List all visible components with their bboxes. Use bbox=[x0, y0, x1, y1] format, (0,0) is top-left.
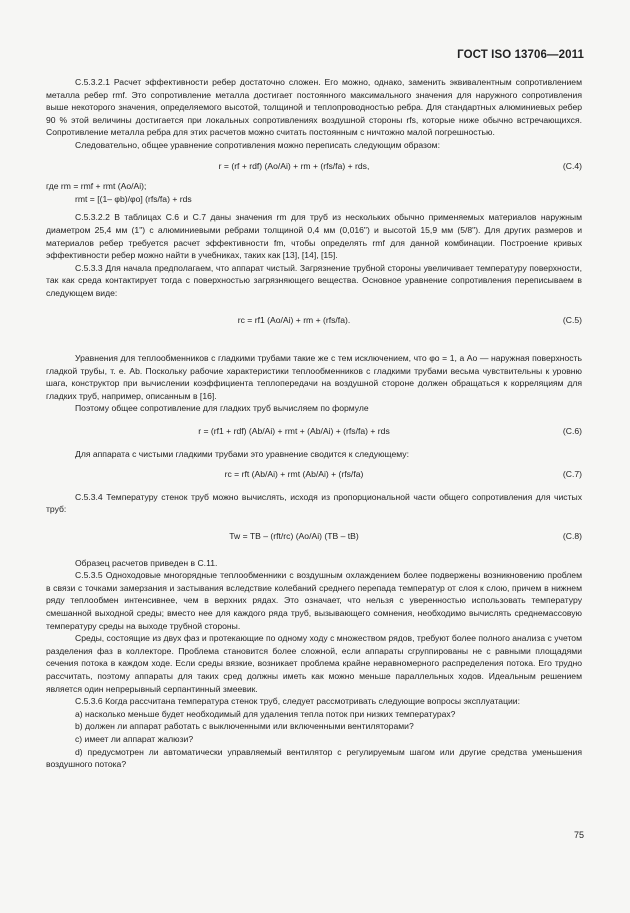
page-header-title: ГОСТ ISO 13706—2011 bbox=[457, 49, 584, 61]
list-item: b) должен ли аппарат работать с выключенными или включенными вентиляторами? bbox=[75, 721, 414, 732]
paragraph-c535: С.5.3.5 Одноходовые многорядные теплообменники с воздушным охлаждением более подвержены возникновению проблем в связи с точками замерзания и застывания вследствие колебаний среднего перепада температур от слоя к слою, причем в нижнем ряду теплообмен интенсивнее, чем в верхних рядах. Это означает, что нельзя с уверенностью использовать температуру смешанной выходной среды; вместо нее для каждого ряда труб, вызывающего сомнения, необходимо вычислять среднемассовую температуру среды на выходе трубной стороны. bbox=[46, 570, 582, 631]
equation-c6-number: (C.6) bbox=[562, 426, 582, 437]
equation-c4-formula: r = (rf + rdf) (Ao/Ai) + rm + (rfs/fa) + rds, bbox=[218, 160, 370, 171]
paragraph-c5321: С.5.3.2.1 Расчет эффективности ребер достаточно сложен. Его можно, однако, заменить эквивалентным сопротивлением металла ребер rmf. Это сопротивление металла достигает постоянного максимального значения для наружного сопротивления выше некоторого значения, определяемого высотой, толщиной и теплопроводностью ребра. Для стандартных алюминиевых ребер 90 % этой величины достигается при локальных сопротивлениях воздушной стороны rfs, которые ниже обычно встречающихся. Сопротивление металла ребра для этих расчетов можно считать постоянным с ничтожно малой погрешностью. bbox=[46, 77, 582, 138]
list-item: a) насколько меньше будет необходимый для удаления тепла поток при низких температурах? bbox=[75, 708, 456, 719]
equation-c7 bbox=[46, 468, 582, 481]
paragraph-formula-intro: Поэтому общее сопротивление для гладких труб вычисляем по формуле bbox=[75, 403, 369, 414]
equation-c4 bbox=[46, 160, 582, 173]
page-content bbox=[46, 76, 582, 771]
equation-c6-formula: r = (rf1 + rdf) (Ab/Ai) + rmt + (Ab/Ai) + (rfs/fa) + rds bbox=[198, 426, 390, 437]
paragraph-smooth-tubes: Уравнения для теплообменников с гладкими трубами такие же с тем исключением, что φo = 1, а Ao — наружная поверхность гладкой трубы, т. е. Ab. Поскольку рабочие характеристики теплообменников с гладкими трубами весьма чувствительны к уровню шага, конструктор при вычислении коэффициента теплопередачи на воздушной стороне должен обращаться к корреляциям для гладких труб, например, описанным в [16]. bbox=[46, 353, 582, 401]
equation-c8-formula: Tw = TB – (rft/rc) (Ao/Ai) (TB – tB) bbox=[229, 531, 359, 542]
where-line-1: где rm = rmf + rmt (Ao/Ai); bbox=[46, 181, 147, 192]
operation-questions-list bbox=[46, 708, 582, 746]
paragraph-intro-eq: Следовательно, общее уравнение сопротивления можно переписать следующим образом: bbox=[75, 139, 440, 150]
paragraph-clean-tubes: Для аппарата с чистыми гладкими трубами это уравнение сводится к следующему: bbox=[75, 448, 409, 459]
equation-c7-formula: rc = rft (Ab/Ai) + rmt (Ab/Ai) + (rfs/fa) bbox=[224, 469, 364, 480]
paragraph-c533: С.5.3.3 Для начала предполагаем, что аппарат чистый. Загрязнение трубной стороны увеличивает температуру поверхности, так как среда контактирует тогда с поверхностью загрязняющего вещества. Основное уравнение сопротивления переписываем в следующем виде: bbox=[46, 262, 582, 298]
paragraph-two-phase: Среды, состоящие из двух фаз и протекающие по одному ходу с множеством рядов, требуют более полного анализа с учетом разделения фаз в коллекторе. Проблема становится более сложной, если аппараты сгруппированы не с равными площадями сечения потока в каждом ходе. Если среды вязкие, возникает проблема крайне неравномерного распределения потока. Его трудно рассчитать, поэтому аппараты для таких сред должны иметь как можно меньше параллельных ходов. Идеальным решением является один непрерывный серпантинный змеевик. bbox=[46, 633, 582, 694]
paragraph-example-ref: Образец расчетов приведен в С.11. bbox=[75, 557, 218, 568]
paragraph-c534: С.5.3.4 Температуру стенок труб можно вычислять, исходя из пропорциональной части общего сопротивления для чистых труб: bbox=[46, 491, 582, 515]
equation-c4-number: (C.4) bbox=[562, 160, 582, 171]
equation-c8 bbox=[46, 530, 582, 543]
list-item: c) имеет ли аппарат жалюзи? bbox=[75, 733, 194, 744]
equation-c5 bbox=[46, 314, 582, 327]
page-number: 75 bbox=[573, 830, 584, 840]
paragraph-c5322: С.5.3.2.2 В таблицах С.6 и С.7 даны значения rm для труб из нескольких обычно применяемых материалов наружным диаметром 25,4 мм (1") с алюминиевыми ребрами толщиной 0,4 мм (0,016") и высотой 15,9 мм (5/8"). Для других размеров и материалов ребер требуется расчет эффективности fm, чтобы определять rmf для данной комбинации. Построение кривых эффективности ребер можно найти в учебниках, таких как [13], [14], [15]. bbox=[46, 212, 582, 261]
equation-c6 bbox=[46, 425, 582, 438]
paragraph-c536: С.5.3.6 Когда рассчитана температура стенок труб, следует рассмотривать следующие вопросы эксплуатации: bbox=[75, 696, 520, 707]
equation-c5-number: (C.5) bbox=[562, 314, 582, 325]
equation-c5-formula: rc = rf1 (Ao/Ai) + rm + (rfs/fa). bbox=[237, 314, 351, 325]
equation-c8-number: (C.8) bbox=[562, 531, 582, 542]
where-line-2: rmt = [(1– φb)/φo] (rfs/fa) + rds bbox=[75, 193, 192, 204]
list-item: d) предусмотрен ли автоматически управляемый вентилятор с регулируемым шагом или другие средства уменьшения воздушного потока? bbox=[46, 746, 582, 770]
equation-c7-number: (C.7) bbox=[562, 469, 582, 480]
